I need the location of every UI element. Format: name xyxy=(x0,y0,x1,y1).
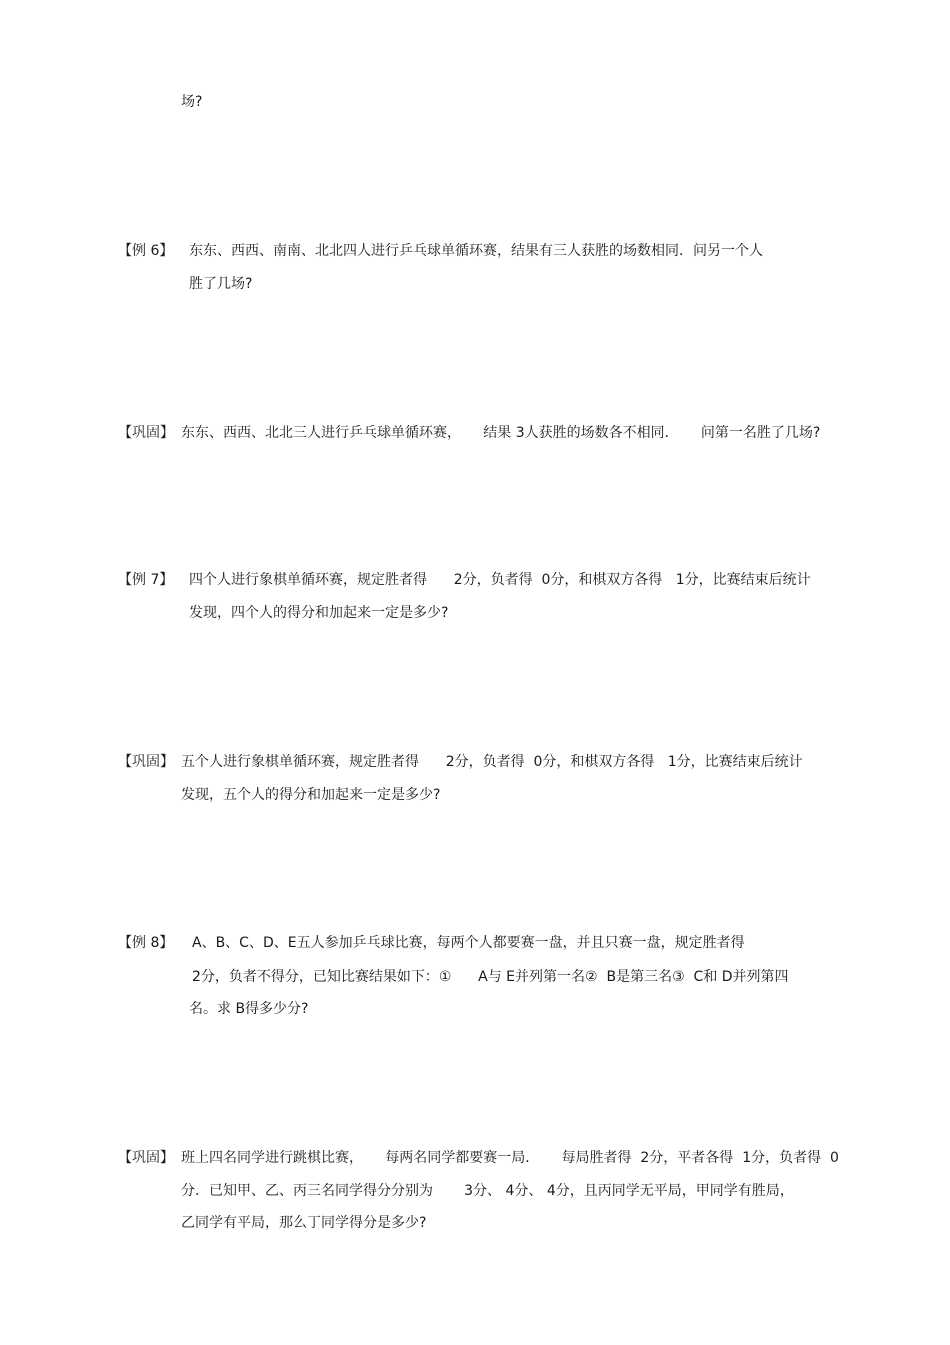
intro-text: 场? xyxy=(181,94,203,110)
problem-tag-consolidation: 【巩固】 xyxy=(118,1150,174,1166)
problem-text-line: 五个人进行象棋单循环赛，规定胜者得 2分，负者得 0分，和棋双方各得 1分，比赛结束后统计 xyxy=(181,754,803,770)
problem-text-line: 胜了几场? xyxy=(189,276,253,292)
problem-text-line: 分．已知甲、乙、丙三名同学得分分别为 3分、 4分、 4分，且丙同学无平局，甲同学有胜局， xyxy=(181,1183,794,1199)
problem-text-line: 发现，五个人的得分和加起来一定是多少? xyxy=(181,787,441,803)
problem-tag-consolidation: 【巩固】 xyxy=(118,425,174,441)
problem-text-line: 东东、西西、南南、北北四人进行乒乓球单循环赛，结果有三人获胜的场数相同．问另一个人 xyxy=(189,243,763,259)
problem-text-line: 乙同学有平局，那么丁同学得分是多少? xyxy=(181,1215,427,1231)
problem-text-line: 东东、西西、北北三人进行乒乓球单循环赛， 结果 3人获胜的场数各不相同． 问第一名胜了几场? xyxy=(181,425,821,441)
problem-tag-consolidation: 【巩固】 xyxy=(118,754,174,770)
problem-text-line: A、B、C、D、E五人参加乒乓球比赛，每两个人都要赛一盘，并且只赛一盘，规定胜者得 xyxy=(192,935,745,951)
problem-text-line: 班上四名同学进行跳棋比赛， 每两名同学都要赛一局． 每局胜者得 2分，平者各得 1分，负者得 0 xyxy=(181,1150,839,1166)
problem-text-line: 四个人进行象棋单循环赛，规定胜者得 2分，负者得 0分，和棋双方各得 1分，比赛结束后统计 xyxy=(189,572,811,588)
problem-tag-example-7: 【例 7】 xyxy=(118,572,174,588)
problem-tag-example-8: 【例 8】 xyxy=(118,935,174,951)
problem-text-line: 名。求 B得多少分? xyxy=(189,1001,309,1017)
problem-tag-example-6: 【例 6】 xyxy=(118,243,174,259)
problem-text-line: 2分，负者不得分，已知比赛结果如下：① A与 E并列第一名② B是第三名③ C和 D并列第四 xyxy=(192,969,789,985)
problem-text-line: 发现，四个人的得分和加起来一定是多少? xyxy=(189,605,449,621)
